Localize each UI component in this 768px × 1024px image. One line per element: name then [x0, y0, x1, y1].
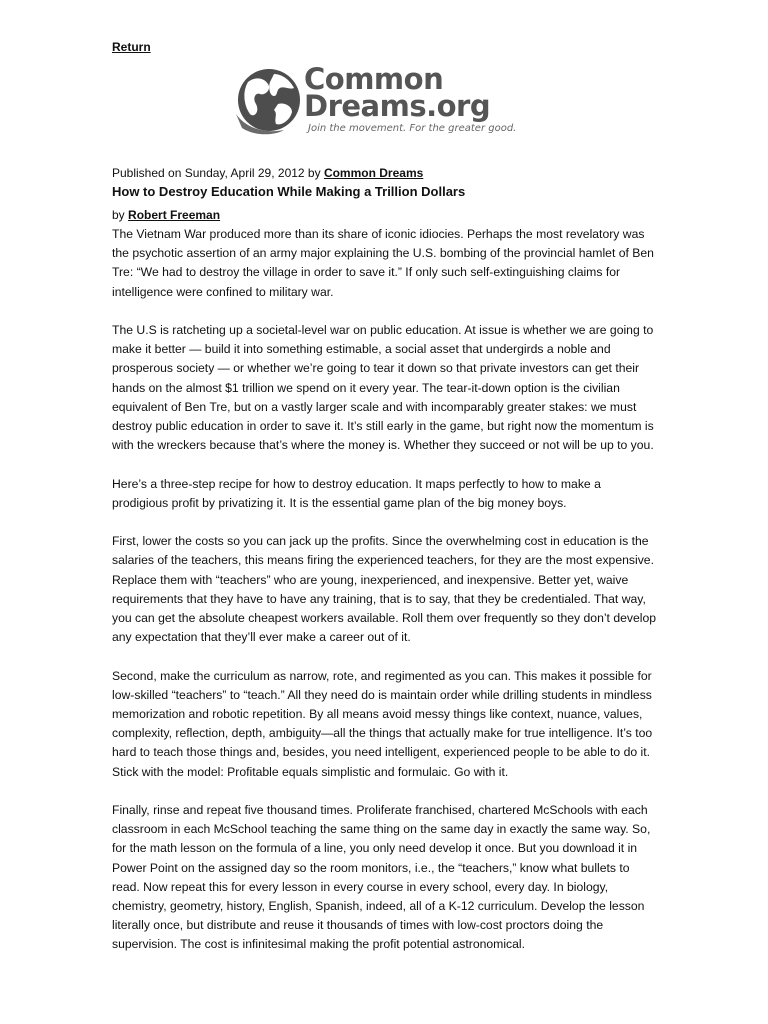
- byline: [112, 208, 220, 222]
- published-line: [112, 166, 423, 180]
- common-dreams-logo[interactable]: [234, 62, 524, 142]
- paragraph: The Vietnam War produced more than its share of iconic idiocies. Perhaps the most revelatory was the psychotic assertion of an army major explaining the U.S. bombing of the provincial hamlet of Ben Tre: “We had to destroy the village in order to save it.” If only such self-extinguishing claims for intelligence were confined to military war.: [112, 227, 654, 299]
- publisher-link[interactable]: Common Dreams: [323, 166, 424, 180]
- return-link[interactable]: Return: [112, 40, 151, 54]
- author-link[interactable]: Robert Freeman: [128, 208, 221, 222]
- article-title: How to Destroy Education While Making a Trillion Dollars: [112, 184, 466, 199]
- paragraph: First, lower the costs so you can jack up the profits. Since the overwhelming cost in education is the salaries of the teachers, this means firing the experienced teachers, for they are the most expensive. Replace them with “teachers” who are young, inexperienced, and inexpensive. Better yet, waive requirements that they have to have any training, that is to say, that they be credentialed. That way, you can get the absolute cheapest workers available. Roll them over frequently so they don’t develop any expectation that they’ll ever make a career out of it.: [112, 534, 657, 645]
- globe-icon: [234, 62, 304, 138]
- paragraph: Here’s a three-step recipe for how to destroy education. It maps perfectly to how to make a prodigious profit by privatizing it. It is the essential game plan of the big money boys.: [112, 476, 601, 510]
- logo-text-dreams: Dreams.org: [304, 89, 491, 123]
- logo-text-common: Common: [304, 62, 444, 96]
- paragraph: The U.S is ratcheting up a societal-level war on public education. At issue is whether we are going to make it better — build it into something estimable, a social asset that undergirds a noble and prosperous society — or whether we’re going to tear it down so that private investors can get their hands on the almost $1 trillion we spend on it every year. The tear-it-down option is the civilian equivalent of Ben Tre, but on a vastly larger scale and with incomparably greater stakes: we must destroy public education in order to save it. It’s still early in the game, but right now the momentum is with the wreckers because that’s where the money is. Whether they succeed or not will be up to you.: [112, 323, 654, 453]
- logo-tagline: Join the movement. For the greater good.: [308, 123, 517, 134]
- published-date: Published on Sunday, April 29, 2012 by: [112, 166, 321, 180]
- paragraph: Finally, rinse and repeat five thousand times. Proliferate franchised, chartered McSchools with each classroom in each McSchool teaching the same thing on the same day in exactly the same way. So, for the math lesson on the formula of a line, you only need develop it once. But you download it in Power Point on the assigned day so the room monitors, i.e., the “teachers,” know what bullets to read. Now repeat this for every lesson in every course in every school, every day. In biology, chemistry, geometry, history, English, Spanish, indeed, all of a K-12 curriculum. Develop the lesson literally once, but distribute and reuse it thousands of times with low-cost proctors doing the supervision. The cost is infinitesimal making the profit potential astronomical.: [112, 803, 651, 952]
- paragraph: Second, make the curriculum as narrow, rote, and regimented as you can. This makes it possible for low-skilled “teachers” to “teach.” All they need do is maintain order while drilling students in mindless memorization and robotic repetition. By all means avoid messy things like context, nuance, values, complexity, reflection, depth, ambiguity—all the things that actually make for true intelligence. It’s too hard to teach those things and, besides, you need intelligent, experienced people to be able to do it. Stick with the model: Profitable equals simplistic and formulaic. Go with it.: [112, 668, 653, 779]
- article-body: [112, 225, 657, 974]
- byline-prefix: by: [112, 208, 125, 222]
